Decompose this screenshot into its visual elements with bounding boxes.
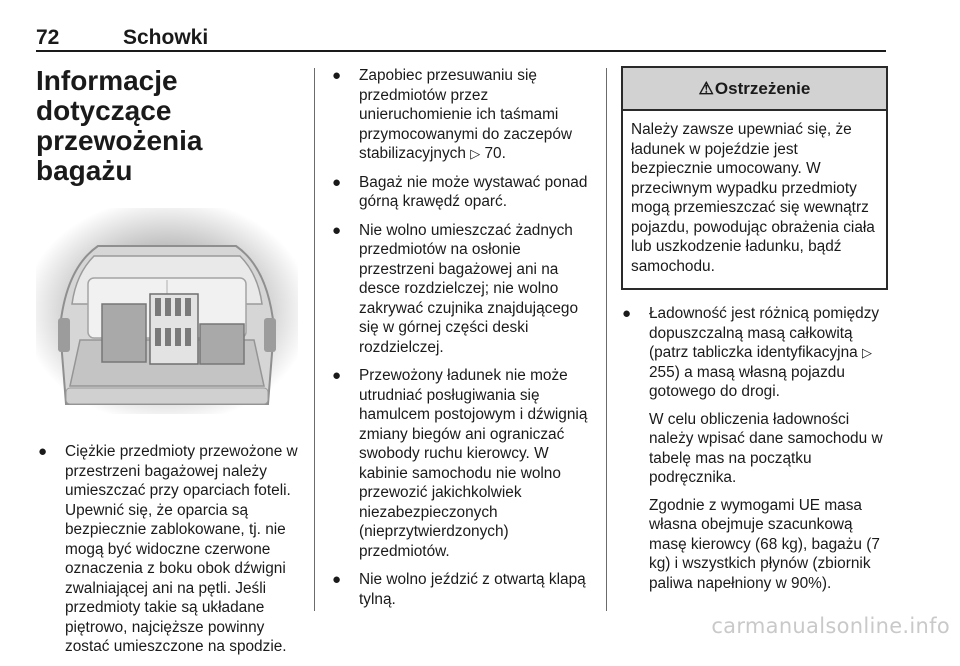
bullet-icon: ● <box>332 367 342 384</box>
paragraph: Zgodnie z wymogami UE masa własna obejmuje szacunkową masę kierowcy (68 kg), bagażu (7 kg) i wszystkich płynów (zbiornik paliwa napełniony w 90%). <box>649 496 880 592</box>
list-item-text: Nie wolno umieszczać żadnych przedmiotów na osłonie przestrzeni bagażowej ani na desce rozdzielczej; nie wolno zakrywać czujnika znajdującego się w górnej części deski rozdzielczej. <box>359 221 579 356</box>
paragraph <box>649 304 888 402</box>
bullet-icon: ● <box>332 173 342 191</box>
list-item <box>330 366 594 561</box>
bullet-icon: ● <box>332 571 342 588</box>
paragraph-text: Ładowność jest różnicą pomiędzy dopuszczalną masą całkowitą (patrz tabliczka identyfikacyjna <box>649 305 880 361</box>
page-number: 72 <box>36 26 60 49</box>
rear-bumper <box>66 388 268 404</box>
list-item <box>36 442 304 657</box>
page-ref-link[interactable]: 70. <box>484 145 506 162</box>
warning-header <box>623 68 886 111</box>
warning-title: Ostrzeżenie <box>714 78 811 98</box>
bullet-list-col3 <box>620 304 888 593</box>
warning-box <box>621 66 888 290</box>
list-item <box>330 66 594 164</box>
watermark: carmanualsonline.info <box>711 614 950 638</box>
column-separator <box>606 68 607 611</box>
bullet-icon: ● <box>332 221 342 239</box>
tail-light-left <box>58 318 70 352</box>
bullet-icon: ● <box>622 305 632 322</box>
paragraph-text: ) a masą własną pojazdu gotowego do drogi. <box>649 363 845 400</box>
warning-icon: ⚠ <box>698 78 714 98</box>
list-item <box>330 221 594 358</box>
header-rule <box>36 50 886 52</box>
list-item-text: Nie wolno jeździć z otwartą klapą tylną. <box>359 571 586 608</box>
title-line-2: przewożenia bagażu <box>36 125 203 186</box>
list-item-text: Bagaż nie może wystawać ponad górną krawędź oparć. <box>359 173 588 210</box>
bullet-icon: ● <box>332 67 342 84</box>
list-item <box>330 570 594 609</box>
paragraph: W celu obliczenia ładowności należy wpisać dane samochodu w tabelę mas na początku podręcznika. <box>649 410 883 486</box>
bullet-list-col2 <box>330 66 594 609</box>
tail-light-right <box>264 318 276 352</box>
list-item <box>330 173 594 212</box>
title-line-1: Informacje dotyczące <box>36 65 178 126</box>
warning-text: Należy zawsze upewniać się, że ładunek w pojeździe jest bezpiecznie umocowany. W przeciwnym wypadku przedmioty mogą przemieszczać się wewnątrz pojazdu, powodując obrażenia ciała lub uszkodzenie ładunku, bądź samochodu. <box>631 121 875 275</box>
page-ref-icon: ▷ <box>862 345 872 360</box>
list-item <box>620 304 888 593</box>
luggage-illustration <box>36 208 298 414</box>
section-name: Schowki <box>123 26 209 49</box>
bullet-list-col1 <box>36 442 304 657</box>
list-item-text: Przewożony ładunek nie może utrudniać posługiwania się hamulcem postojowym i dźwignią zmiany biegów ani ograniczać swobody ruchu kierowcy. W kabinie samochodu nie wolno przewozić jakichkolwiek niezabezpieczonych (nieprzytwierdzonych) przedmiotów. <box>359 367 588 560</box>
box-left <box>102 304 146 362</box>
column-2 <box>330 66 594 618</box>
luggage-illustration-svg <box>36 208 298 414</box>
section-title <box>36 66 304 186</box>
column-3 <box>620 66 888 602</box>
page-header <box>36 22 886 52</box>
box-right <box>200 324 244 364</box>
page-ref-icon: ▷ <box>470 146 481 161</box>
column-separator <box>314 68 315 611</box>
list-item-text: Ciężkie przedmioty przewożone w przestrzeni bagażowej należy umieszczać przy oparciach foteli. Upewnić się, że oparcia są bezpiecznie zablokowane, tj. nie mogą być widoczne czerwone oznaczenia z boku obok dźwigni zwalniającej ani na pętli. Jeśli przedmioty takie są układane piętrowo, najcięższe powinny zostać umieszczone na spodzie. <box>65 443 298 655</box>
bullet-icon: ● <box>38 443 48 460</box>
column-1 <box>36 66 304 666</box>
page-ref-link[interactable]: 255 <box>649 363 675 381</box>
list-item-text: Zapobiec przesuwaniu się przedmiotów przez unieruchomienie ich taśmami przymocowanymi do zaczepów stabilizacyjnych <box>359 67 572 162</box>
